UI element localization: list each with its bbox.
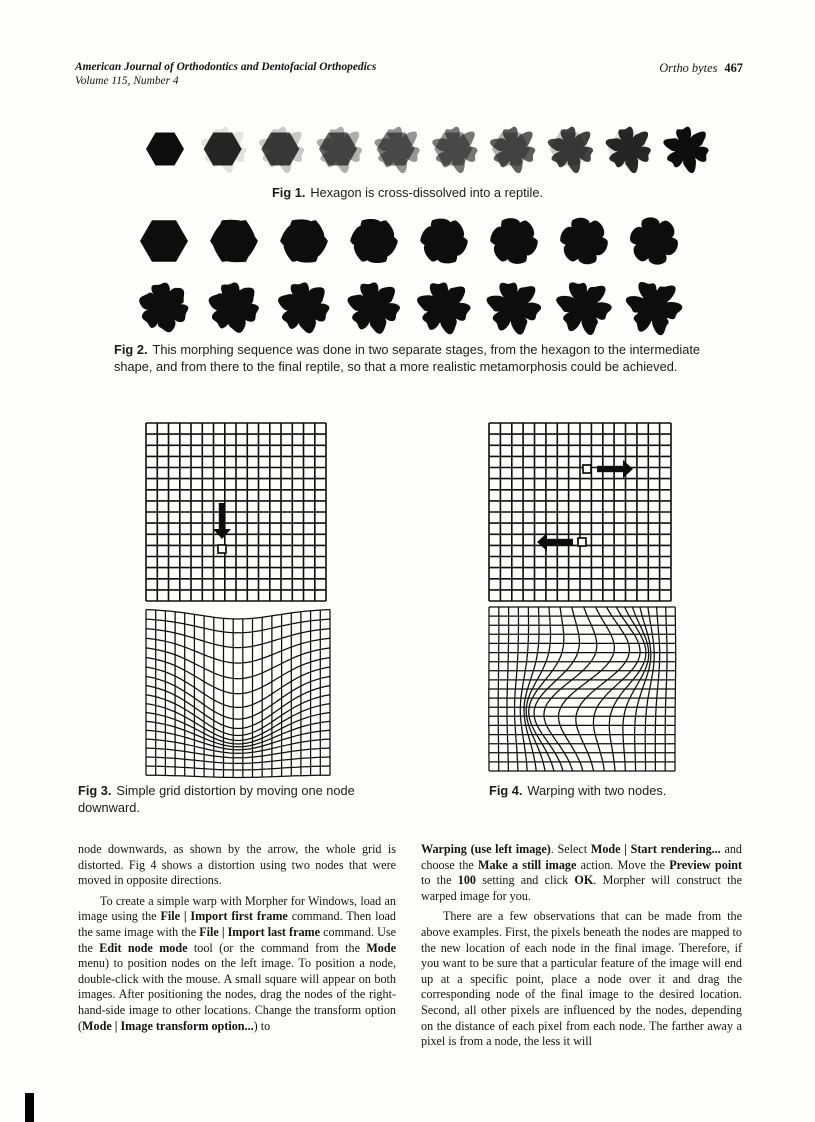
page-number: 467 bbox=[724, 61, 743, 75]
scan-edge-artifact bbox=[25, 1093, 34, 1122]
body-left-column bbox=[78, 842, 396, 1034]
fig4-grid-warped bbox=[489, 607, 675, 771]
body-paragraph: Warping (use left image). Select Mode | Start rendering... and choose the Make a still image action. Move the Preview point to the 100 setting and click OK. Morpher will construct the warped image for you. bbox=[421, 842, 743, 903]
body-right-column bbox=[421, 842, 742, 1050]
fig4-caption-text: Warping with two nodes. bbox=[527, 783, 667, 798]
fig2-caption-text: This morphing sequence was done in two separate stages, from the hexagon to the intermediate shape, and from there to the final reptile, so that a more realistic metamorphosis could be achieved. bbox=[114, 342, 701, 374]
body-paragraph: To create a simple warp with Morpher for Windows, load an image using the File | Import first frame command. Then load the same image with the File | Import last frame command. Use the Edit node mode tool (or the command from the Mode menu) to position nodes on the left image. To position a node, double-click with the mouse. A small square will appear on both images. After positioning the nodes, drag the nodes of the right-hand-side image to other locations. Change the transform option (Mode | Image transform option...) to bbox=[78, 893, 397, 1033]
fig2-caption bbox=[114, 341, 700, 375]
running-head-left bbox=[75, 60, 376, 88]
journal-volume: Volume 115, Number 4 bbox=[75, 75, 179, 87]
fig4-caption bbox=[489, 782, 749, 799]
journal-title: American Journal of Orthodontics and Dentofacial Orthopedics bbox=[75, 61, 377, 73]
fig3-caption-text: Simple grid distortion by moving one node downward. bbox=[78, 783, 355, 815]
fig2-morph-row-2 bbox=[136, 278, 682, 336]
fig3-grid-distorted bbox=[146, 609, 330, 775]
fig1-morph-sequence bbox=[142, 124, 710, 174]
fig1-caption bbox=[0, 184, 815, 201]
body-paragraph: There are a few observations that can be made from the above examples. First, the pixels beneath the nodes are mapped to the new location of each node in the final image. Therefore, if you want to be sure that a particular feature of the image will end up at a specific point, place a node over it and drag the corresponding node of the final image to the desired location. Second, all other pixels are influenced by the nodes, depending on the distance of each pixel from each node. The farther away a pixel is from a node, the less it will bbox=[421, 909, 742, 1049]
section-title: Ortho bytes bbox=[659, 61, 718, 75]
fig3-grid-original bbox=[146, 423, 326, 601]
fig3-caption bbox=[78, 782, 396, 816]
fig3-caption-label: Fig 3. bbox=[78, 783, 112, 798]
fig1-caption-text: Hexagon is cross-dissolved into a reptile. bbox=[310, 185, 543, 200]
fig2-caption-label: Fig 2. bbox=[114, 342, 148, 357]
running-head-right bbox=[659, 61, 743, 76]
fig2-morph-row-1 bbox=[136, 212, 682, 270]
fig4-caption-label: Fig 4. bbox=[489, 783, 523, 798]
fig4-grid-original bbox=[489, 423, 671, 601]
body-paragraph: node downwards, as shown by the arrow, the whole grid is distorted. Fig 4 shows a distortion using two nodes that were moved in opposite directions. bbox=[78, 842, 396, 888]
fig1-caption-label: Fig 1. bbox=[271, 185, 306, 200]
